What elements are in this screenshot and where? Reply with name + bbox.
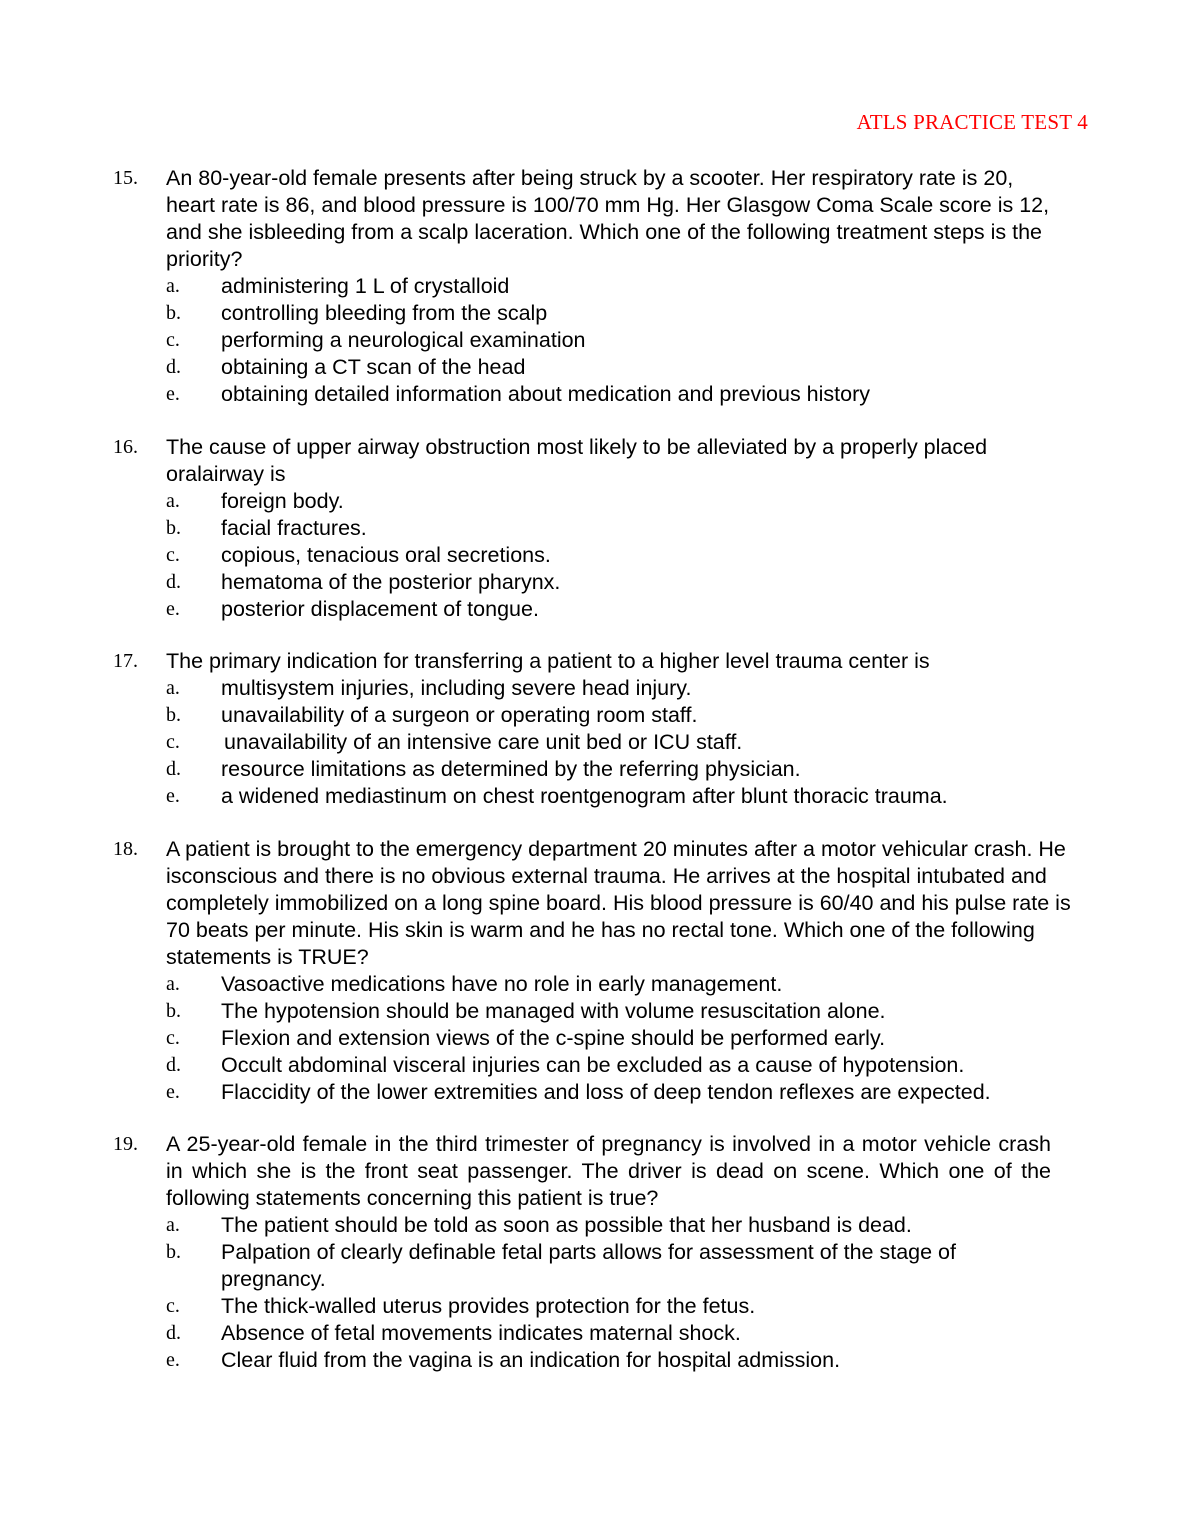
question-text: The primary indication for transferring a patient to a higher level trauma center is (166, 649, 930, 673)
option-letter: c. (166, 731, 180, 753)
question-stem (113, 836, 1093, 971)
answer-option-d (113, 1320, 1093, 1347)
option-text: The patient should be told as soon as possible that her husband is dead. (221, 1213, 912, 1237)
question-17 (113, 648, 1093, 810)
option-text: posterior displacement of tongue. (221, 597, 539, 621)
answer-option-b (113, 1239, 1021, 1293)
option-letter: e. (166, 1349, 180, 1371)
option-text: unavailability of an intensive care unit bed or ICU staff. (224, 730, 743, 754)
question-stem (113, 434, 1093, 488)
answer-option-b (113, 998, 1093, 1025)
answer-option-b (113, 300, 1093, 327)
option-text: obtaining detailed information about medication and previous history (221, 382, 870, 406)
option-letter: b. (166, 1000, 181, 1022)
answer-option-a (113, 488, 1093, 515)
option-letter: b. (166, 704, 181, 726)
answer-option-e (113, 596, 1093, 623)
page-header-title: ATLS PRACTICE TEST 4 (856, 110, 1088, 134)
option-text: Occult abdominal visceral injuries can be excluded as a cause of hypotension. (221, 1053, 965, 1077)
option-text: foreign body. (221, 489, 344, 513)
option-text: hematoma of the posterior pharynx. (221, 570, 561, 594)
answer-option-c (113, 327, 1093, 354)
option-text: administering 1 L of crystalloid (221, 274, 510, 298)
option-text: Palpation of clearly definable fetal parts allows for assessment of the stage of pregnancy. (221, 1240, 956, 1291)
answer-option-b (113, 515, 1093, 542)
answer-option-c (113, 1293, 1093, 1320)
option-text: Flexion and extension views of the c-spine should be performed early. (221, 1026, 886, 1050)
option-letter: e. (166, 785, 180, 807)
option-text: Absence of fetal movements indicates maternal shock. (221, 1321, 741, 1345)
answer-option-a (113, 675, 1093, 702)
option-letter: d. (166, 758, 181, 780)
answer-option-e (113, 1079, 1093, 1106)
answer-options (113, 1212, 1093, 1374)
option-letter: b. (166, 517, 181, 539)
option-letter: c. (166, 1027, 180, 1049)
answer-option-a (113, 273, 1093, 300)
option-text: Flaccidity of the lower extremities and loss of deep tendon reflexes are expected. (221, 1080, 991, 1104)
option-letter: b. (166, 1241, 181, 1263)
option-text: facial fractures. (221, 516, 367, 540)
answer-option-b (113, 702, 1093, 729)
question-16 (113, 434, 1093, 623)
question-text: The cause of upper airway obstruction most likely to be alleviated by a properly placed oralairway is (166, 435, 988, 486)
answer-option-c (113, 1025, 1093, 1052)
answer-option-e (113, 381, 1093, 408)
option-text: copious, tenacious oral secretions. (221, 543, 551, 567)
option-letter: c. (166, 329, 180, 351)
option-text: resource limitations as determined by the referring physician. (221, 757, 801, 781)
question-number: 17. (113, 650, 138, 672)
option-letter: e. (166, 1081, 180, 1103)
question-number: 18. (113, 838, 138, 860)
answer-option-d (113, 354, 1093, 381)
answer-option-c (113, 542, 1093, 569)
answer-options (113, 675, 1093, 810)
option-letter: d. (166, 356, 181, 378)
option-text: a widened mediastinum on chest roentgenogram after blunt thoracic trauma. (221, 784, 948, 808)
answer-options (113, 273, 1093, 408)
answer-option-d (113, 569, 1093, 596)
option-letter: b. (166, 302, 181, 324)
option-text: obtaining a CT scan of the head (221, 355, 526, 379)
option-letter: a. (166, 973, 180, 995)
answer-options (113, 971, 1093, 1106)
question-number: 19. (113, 1133, 138, 1155)
option-letter: a. (166, 490, 180, 512)
option-text: The hypotension should be managed with volume resuscitation alone. (221, 999, 886, 1023)
answer-option-c (113, 729, 1093, 756)
answer-option-a (113, 1212, 1093, 1239)
option-text: controlling bleeding from the scalp (221, 301, 548, 325)
option-letter: d. (166, 571, 181, 593)
question-15 (113, 165, 1093, 408)
question-stem (113, 1131, 1093, 1212)
option-letter: d. (166, 1054, 181, 1076)
question-number: 16. (113, 436, 138, 458)
option-text: Vasoactive medications have no role in early management. (221, 972, 783, 996)
question-19 (113, 1131, 1093, 1374)
option-text: multisystem injuries, including severe head injury. (221, 676, 692, 700)
answer-option-e (113, 1347, 1093, 1374)
option-letter: a. (166, 1214, 180, 1236)
option-text: unavailability of a surgeon or operating room staff. (221, 703, 698, 727)
option-letter: d. (166, 1322, 181, 1344)
option-letter: a. (166, 677, 180, 699)
option-text: performing a neurological examination (221, 328, 586, 352)
answer-option-a (113, 971, 1093, 998)
answer-option-d (113, 756, 1093, 783)
option-letter: c. (166, 544, 180, 566)
question-18 (113, 836, 1093, 1106)
question-stem (113, 165, 1093, 273)
answer-option-e (113, 783, 1093, 810)
answer-option-d (113, 1052, 1093, 1079)
option-letter: e. (166, 383, 180, 405)
option-text: The thick-walled uterus provides protection for the fetus. (221, 1294, 756, 1318)
question-text: A patient is brought to the emergency department 20 minutes after a motor vehicular crash. He isconscious and there is no obvious external trauma. He arrives at the hospital intubated and completely immobilized on a long spine board. His blood pressure is 60/40 and his pulse rate is 70 beats per minute. His skin is warm and he has no rectal tone. Which one of the following statements is TRUE? (166, 837, 1071, 969)
question-stem (113, 648, 1093, 675)
option-letter: e. (166, 598, 180, 620)
option-text: Clear fluid from the vagina is an indication for hospital admission. (221, 1348, 841, 1372)
answer-options (113, 488, 1093, 623)
question-text: An 80-year-old female presents after being struck by a scooter. Her respiratory rate is 20, heart rate is 86, and blood pressure is 100/70 mm Hg. Her Glasgow Coma Scale score is 12, and she isbleeding from a scalp laceration. Which one of the following treatment steps is the priority? (166, 166, 1050, 271)
option-letter: a. (166, 275, 180, 297)
question-number: 15. (113, 167, 138, 189)
question-text: A 25-year-old female in the third trimester of pregnancy is involved in a motor vehicle crash in which she is the front seat passenger. The driver is dead on scene. Which one of the following statements concerning this patient is true? (166, 1132, 1051, 1210)
option-letter: c. (166, 1295, 180, 1317)
